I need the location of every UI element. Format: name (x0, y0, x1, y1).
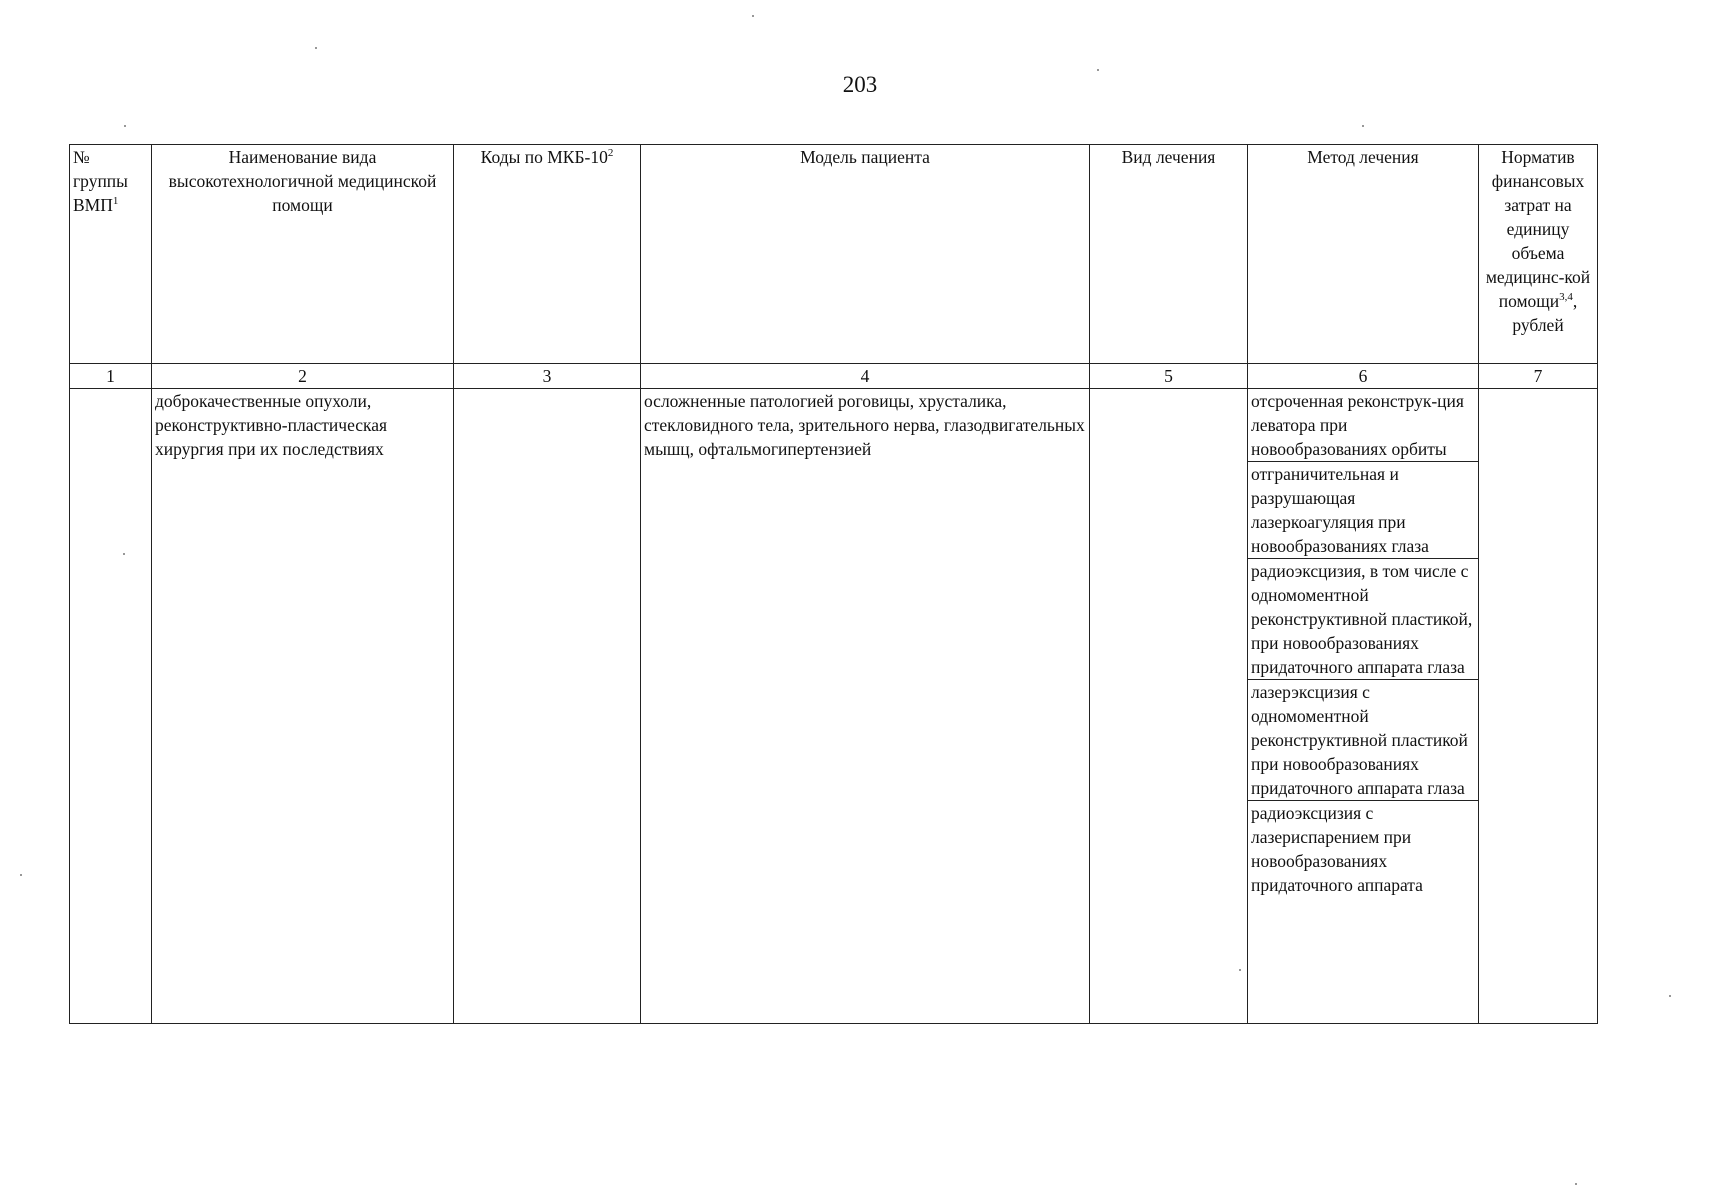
method-item: отсроченная реконструк-ция леватора при новообразованиях орбиты (1248, 389, 1478, 462)
scan-speck (1669, 995, 1671, 997)
column-number-row (70, 364, 1598, 389)
header-patient-model: Модель пациента (641, 145, 1090, 364)
cell-cost-norm (1479, 389, 1598, 1024)
vmp-table (69, 144, 1598, 1024)
method-item: лазерэксцизия с одномоментной реконструктивной пластикой при новообразованиях придаточного аппарата глаза (1248, 680, 1478, 801)
cell-vmp-name: доброкачественные опухоли, реконструктивно-пластическая хирургия при их последствиях (152, 389, 454, 1024)
scan-speck (1362, 125, 1364, 127)
column-number: 4 (641, 364, 1090, 389)
method-item: отграничительная и разрушающая лазеркоагуляция при новообразованиях глаза (1248, 462, 1478, 559)
header-icd-codes: Коды по МКБ-$10^2$ (454, 145, 641, 364)
scan-speck (124, 125, 126, 127)
header-treatment-type: Вид лечения (1090, 145, 1248, 364)
header-group-no: № группы ВМП$^1$ (70, 145, 152, 364)
header-treatment-method: Метод лечения (1248, 145, 1479, 364)
scan-speck (123, 553, 125, 555)
scan-speck (1097, 69, 1099, 71)
scan-speck (315, 47, 317, 49)
column-number: 1 (70, 364, 152, 389)
scan-speck (752, 15, 754, 17)
column-number: 2 (152, 364, 454, 389)
method-item: радиоэксцизия, в том числе с одномоментной реконструктивной пластикой, при новообразованиях придаточного аппарата глаза (1248, 559, 1478, 680)
scan-speck (1575, 1183, 1577, 1185)
column-number: 5 (1090, 364, 1248, 389)
cell-group-no (70, 389, 152, 1024)
column-number: 6 (1248, 364, 1479, 389)
scan-speck (1239, 969, 1241, 971)
table-row (70, 389, 1598, 1024)
cell-treatment-methods (1248, 389, 1479, 1024)
method-list (1248, 389, 1478, 1023)
cell-treatment-type (1090, 389, 1248, 1024)
header-vmp-name: Наименование вида высокотехнологичной медицинской помощи (152, 145, 454, 364)
column-number: 3 (454, 364, 641, 389)
page-number: 203 (842, 72, 878, 97)
cell-icd-codes (454, 389, 641, 1024)
header-cost-norm: Норматив финансовых затрат на единицу объема медицинс-кой помощи$^{3,4}$, рублей (1479, 145, 1598, 364)
cell-patient-model: осложненные патологией роговицы, хрусталика, стекловидного тела, зрительного нерва, глазодвигательных мышц, офтальмогипертензией (641, 389, 1090, 1024)
method-item: радиоэксцизия с лазериспарением при новообразованиях придаточного аппарата (1251, 803, 1423, 895)
table-header-row (70, 145, 1598, 364)
column-number: 7 (1479, 364, 1598, 389)
scan-speck (20, 874, 22, 876)
